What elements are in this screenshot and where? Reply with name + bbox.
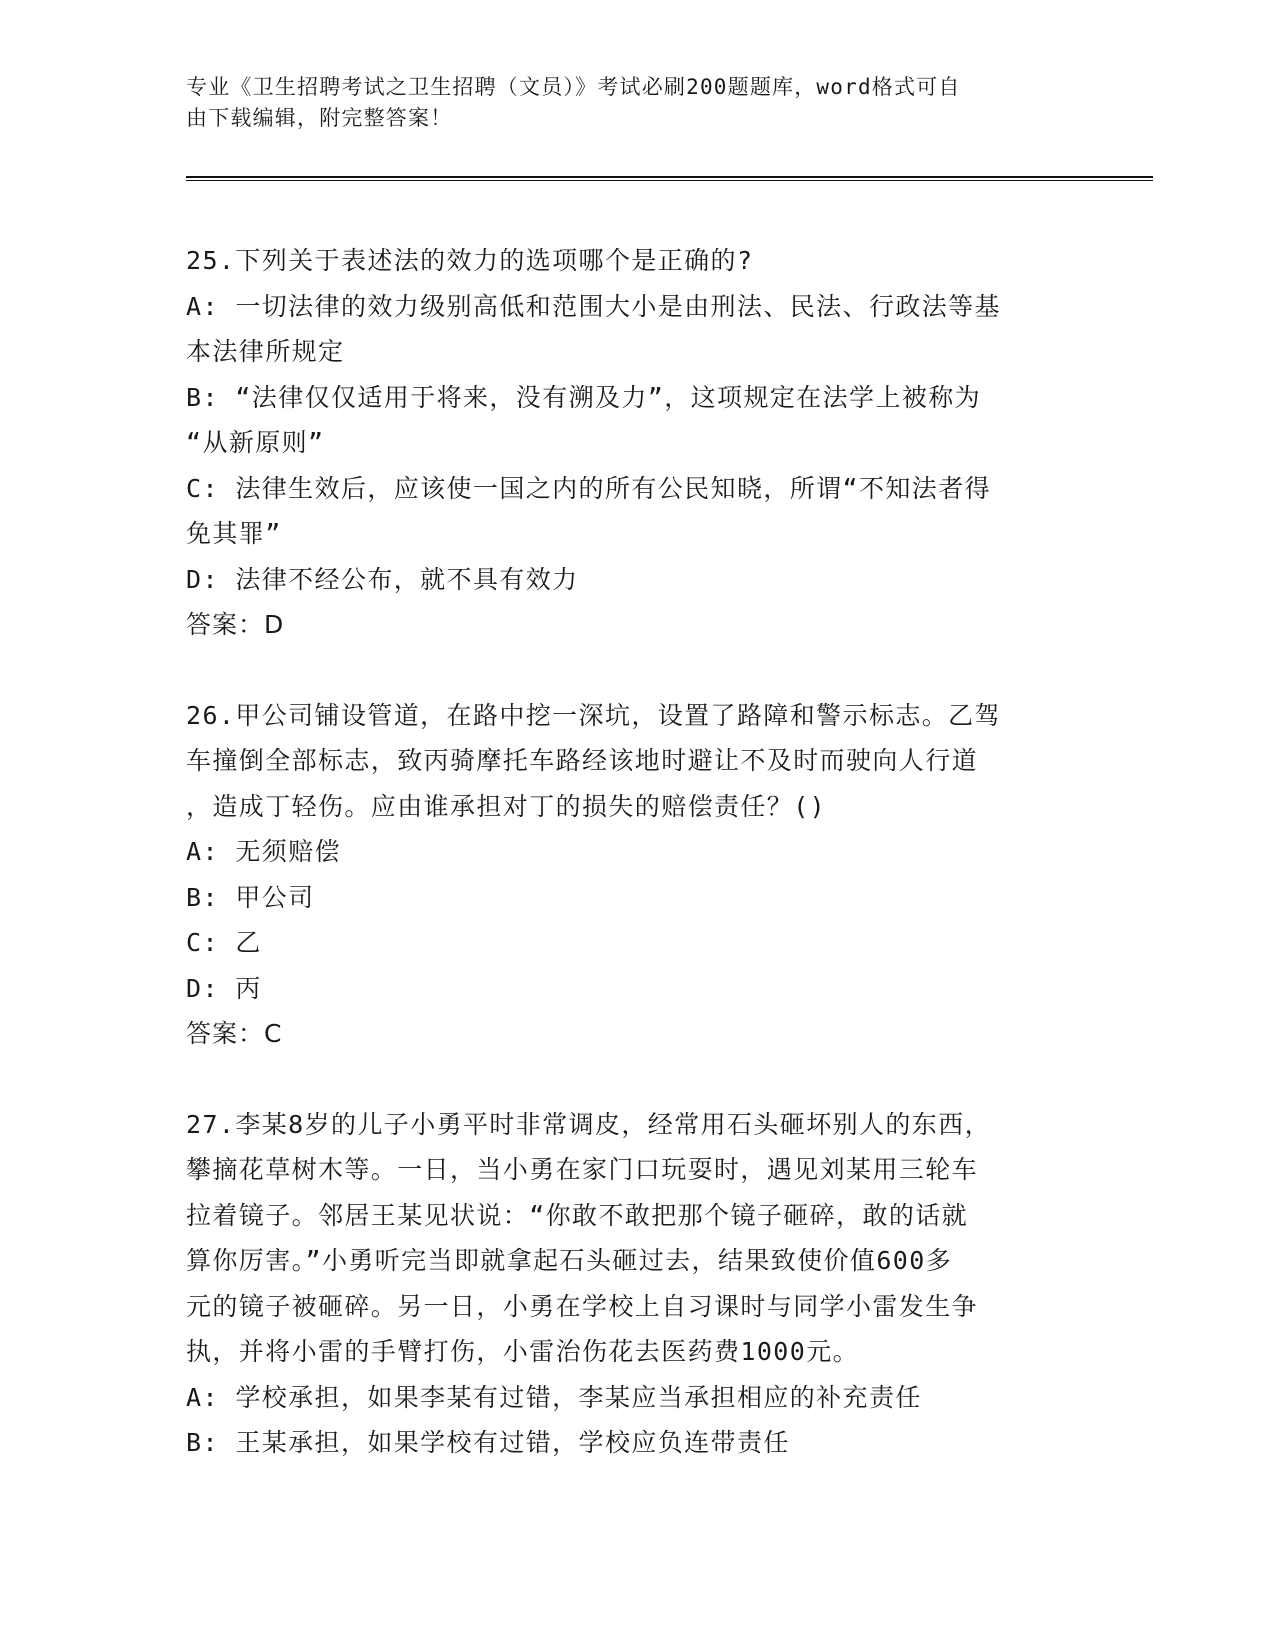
option-b: B: 甲公司 bbox=[186, 882, 315, 912]
answer-label: 答案：C bbox=[186, 1019, 283, 1048]
question-25 bbox=[186, 238, 1086, 648]
question-list bbox=[186, 238, 1086, 1511]
question-stem: 25.下列关于表述法的效力的选项哪个是正确的? bbox=[186, 246, 754, 275]
question-stem: 攀摘花草树木等。一日，当小勇在家门口玩耍时，遇见刘某用三轮车 bbox=[186, 1155, 979, 1184]
question-stem: 执，并将小雷的手臂打伤，小雷治伤花去医药费1000元。 bbox=[186, 1337, 860, 1366]
option-text: A: 一切法律的效力级别高低和范围大小是由刑法、民法、行政法等基 bbox=[186, 291, 1001, 321]
option-c: C: 乙 bbox=[186, 928, 262, 957]
question-27 bbox=[186, 1102, 1086, 1466]
option-d bbox=[186, 557, 1086, 603]
question-stem: 算你厉害。”小勇听完当即就拿起石头砸过去，结果致使价值600多 bbox=[186, 1246, 953, 1275]
option-text: “从新原则” bbox=[186, 428, 325, 457]
option-b: B: 王某承担，如果学校有过错，学校应负连带责任 bbox=[186, 1428, 790, 1457]
question-stem: 27.李某8岁的儿子小勇平时非常调皮，经常用石头砸坏别人的东西， bbox=[186, 1109, 992, 1139]
option-a: A: 学校承担，如果李某有过错，李某应当承担相应的补充责任 bbox=[186, 1382, 922, 1412]
question-stem: 车撞倒全部标志，致丙骑摩托车路经该地时避让不及时而驶向人行道 bbox=[186, 746, 979, 775]
option-text: D: 法律不经公布，就不具有效力 bbox=[186, 564, 579, 594]
option-text: C: 法律生效后，应该使一国之内的所有公民知晓，所谓“不知法者得 bbox=[186, 473, 992, 503]
option-text: B: “法律仅仅适用于将来，没有溯及力”，这项规定在法学上被称为 bbox=[186, 382, 982, 412]
option-a: A: 无须赔偿 bbox=[186, 837, 341, 866]
question-stem: 元的镜子被砸碎。另一日，小勇在学校上自习课时与同学小雷发生争 bbox=[186, 1291, 979, 1321]
option-d: D: 丙 bbox=[186, 973, 262, 1003]
header-divider bbox=[186, 176, 1153, 181]
question-stem: ，造成丁轻伤。应由谁承担对丁的损失的赔偿责任？() bbox=[186, 791, 827, 821]
question-26 bbox=[186, 693, 1086, 1057]
option-b bbox=[186, 375, 1086, 466]
header-line-1: 专业《卫生招聘考试之卫生招聘（文员）》考试必刷200题题库，word格式可自 bbox=[186, 75, 961, 99]
option-a bbox=[186, 284, 1086, 375]
header-line-2: 由下载编辑，附完整答案！ bbox=[186, 106, 453, 130]
question-stem: 26.甲公司铺设管道，在路中挖一深坑，设置了路障和警示标志。乙驾 bbox=[186, 700, 1001, 730]
answer-label: 答案：D bbox=[186, 610, 285, 639]
option-text: 免其罪” bbox=[186, 519, 282, 548]
option-c bbox=[186, 466, 1086, 557]
option-text: 本法律所规定 bbox=[186, 337, 345, 366]
question-stem: 拉着镜子。邻居王某见状说：“你敢不敢把那个镜子砸碎，敢的话就 bbox=[186, 1200, 969, 1230]
page-header bbox=[186, 72, 1086, 134]
